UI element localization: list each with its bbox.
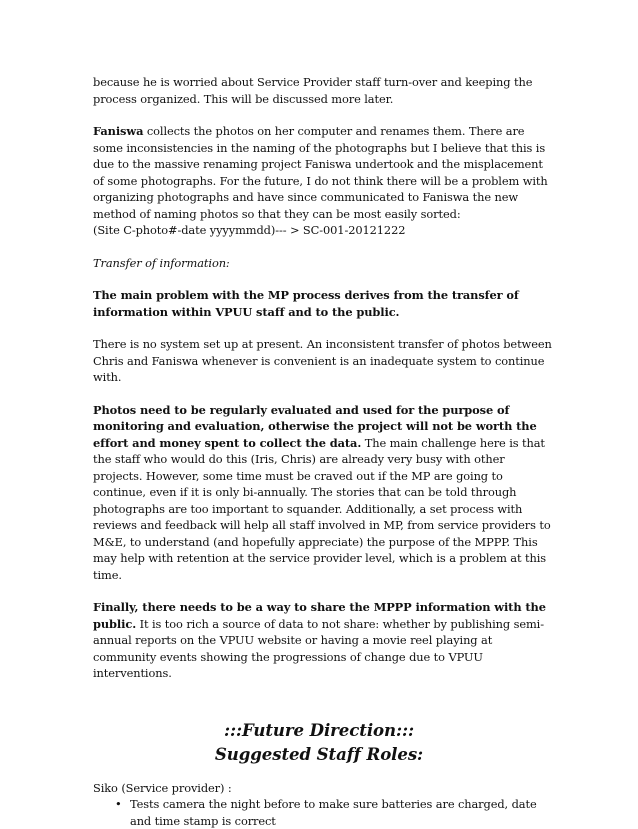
naming-format: (Site C-photo#-date yyyymmdd)--- > SC-001-20121222 bbox=[93, 223, 406, 237]
evaluation-bold: Photos need to be regularly evaluated and used for the purpose of monitoring and evaluation, otherwise the project will not be worth the effort and money spent to collect the data. bbox=[93, 402, 537, 450]
evaluation-body: The main challenge here is that the staff who would do this (Iris, Chris) are already very busy with other projects. However, some time must be craved out if the MP are going to continue, even if it is only bi-annually. The stories that can be told through photographs are too important to squander. Additionally, a set process with reviews and feedback will help all staff involved in MP, from service providers to M&E, to understand (and hopefully appreciate) the purpose of the MPPP. This may help with retention at the service provider level, which is a problem at this time. bbox=[93, 435, 551, 582]
paragraph-main-problem: The main problem with the MP process derives from the transfer of information within VPUU staff and to the public. bbox=[93, 288, 519, 319]
transfer-heading: Transfer of information: bbox=[93, 255, 230, 270]
paragraph-share bbox=[93, 599, 553, 682]
faniswa-body: collects the photos on her computer and renames them. There are some inconsistencies in the naming of the photographs but I believe that this is due to the massive renaming project Faniswa undertook and the misplacement of some photographs. For the future, I do not think there will be a problem with organizing photographs and have since communicated to Faniswa the new method of naming photos so that they can be most easily sorted: bbox=[93, 124, 548, 221]
paragraph-faniswa bbox=[93, 123, 553, 239]
list-item-text: Tests camera the night before to make sure batteries are charged, date and time stamp is correct bbox=[130, 797, 537, 828]
paragraph-service-provider: because he is worried about Service Provider staff turn-over and keeping the process organized. This will be discussed more later. bbox=[93, 75, 533, 106]
siko-label: Siko (Service provider) : bbox=[93, 780, 232, 795]
future-direction-title: :::Future Direction::: bbox=[223, 719, 415, 740]
siko-role-list bbox=[93, 796, 553, 829]
paragraph-evaluation bbox=[93, 402, 553, 584]
faniswa-name: Faniswa bbox=[93, 124, 144, 138]
bullet-icon: • bbox=[115, 797, 122, 811]
paragraph-no-system: There is no system set up at present. An inconsistent transfer of photos between Chris and Faniswa whenever is convenient is an inadequate system to continue with. bbox=[93, 337, 552, 384]
staff-roles-title: Suggested Staff Roles: bbox=[214, 743, 424, 764]
share-bold: Finally, there needs to be a way to share the MPPP information with the public. bbox=[93, 600, 546, 631]
list-item bbox=[93, 796, 553, 829]
share-body: It is too rich a source of data to not share: whether by publishing semi-annual reports on the VPUU website or having a movie reel playing at community events showing the progressions of change due to VPUU interventions. bbox=[93, 616, 544, 680]
future-direction-heading bbox=[93, 718, 553, 766]
document-page bbox=[93, 74, 553, 829]
